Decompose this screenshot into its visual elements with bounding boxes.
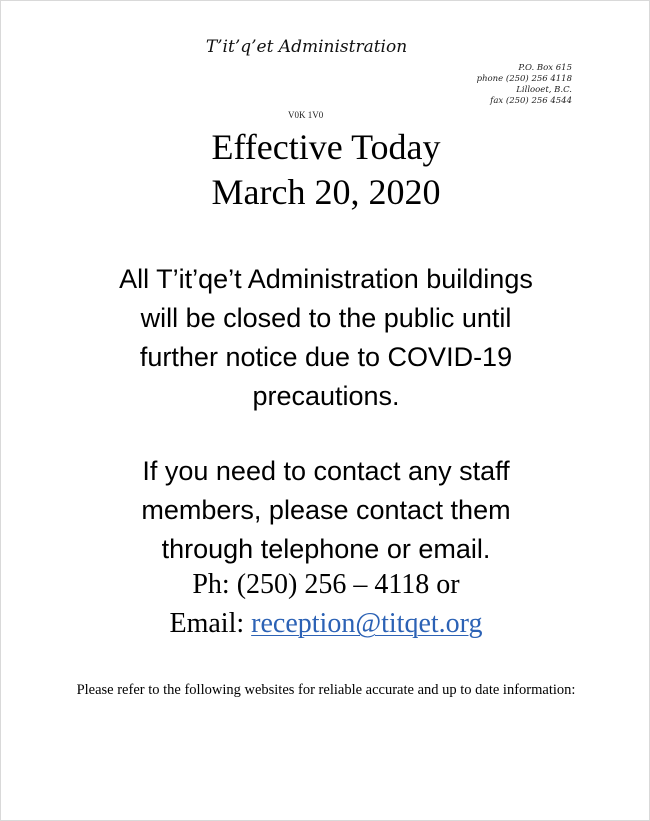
- headline-line-1: Effective Today: [211, 127, 441, 167]
- address-block: [477, 63, 572, 107]
- phone-line: Ph: (250) 256 – 4118 or: [192, 569, 460, 600]
- notice-line-1: All T’it’qe’t Administration buildings: [119, 264, 533, 294]
- contact-line-1: If you need to contact any staff: [142, 456, 510, 486]
- contact-line-2: members, please contact them: [141, 495, 511, 525]
- address-phone: phone (250) 256 4118: [476, 74, 572, 84]
- contact-details: [1, 565, 650, 643]
- contact-line-3: through telephone or email.: [161, 534, 491, 564]
- notice-line-3: further notice due to COVID-19: [139, 342, 513, 372]
- notice-line-2: will be closed to the public until: [140, 303, 512, 333]
- notice-line-4: precautions.: [252, 381, 400, 411]
- email-line: [1, 604, 650, 643]
- footer-note: Please refer to the following websites for reliable accurate and up to date information:: [76, 682, 576, 698]
- email-prefix: Email:: [169, 608, 252, 639]
- postal-code: V0K 1V0: [288, 110, 324, 120]
- closure-notice: [1, 260, 650, 416]
- headline: [1, 125, 650, 215]
- email-link[interactable]: reception@titqet.org: [251, 608, 483, 639]
- headline-date: March 20, 2020: [211, 172, 441, 212]
- contact-instructions: [1, 452, 650, 569]
- address-fax: fax (250) 256 4544: [490, 96, 572, 106]
- letterhead-title: T’it’q’et Administration: [205, 37, 408, 57]
- address-po-box: P.O. Box 615: [518, 63, 572, 73]
- address-city: Lillooet, B.C.: [516, 85, 572, 95]
